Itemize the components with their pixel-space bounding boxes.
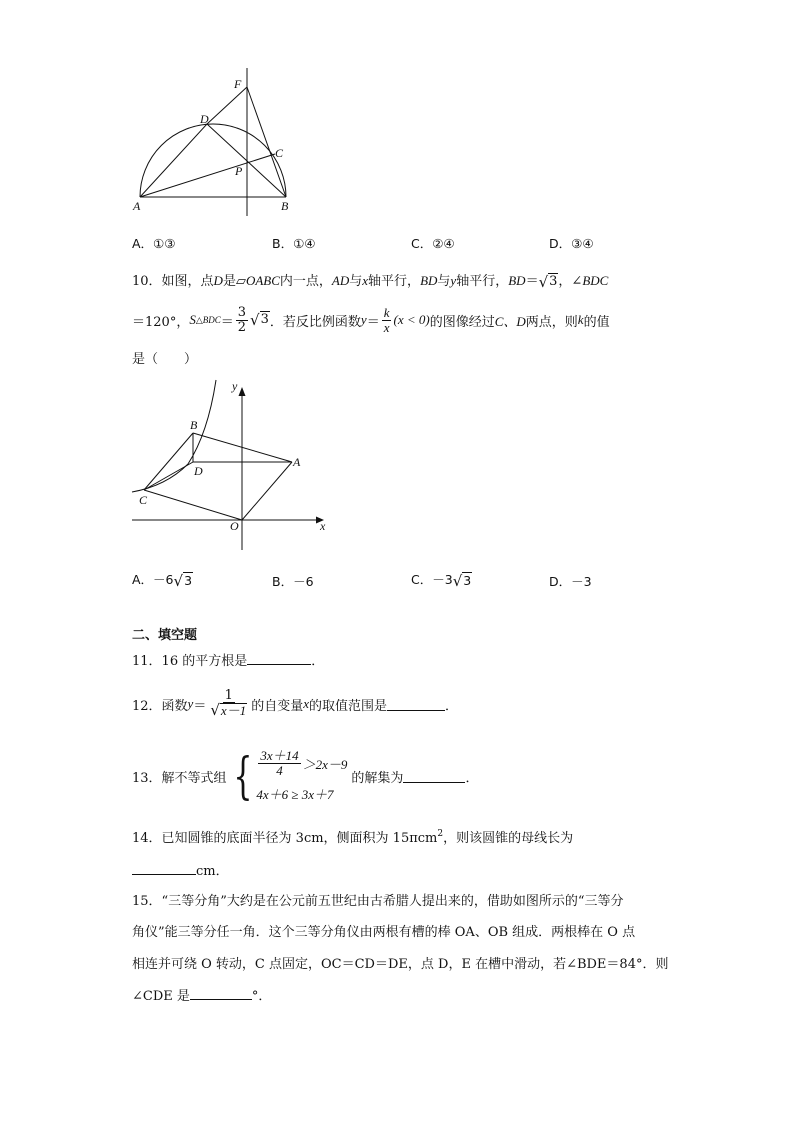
- q15-line3: 相连并可绕 O 转动，C 点固定，OC＝CD＝DE，点 D，E 在槽中滑动，若∠BDE＝84°．则: [132, 957, 669, 972]
- q11: 11．16 的平方根是 ．: [132, 654, 325, 669]
- label-x: x: [320, 519, 326, 533]
- answer-blank[interactable]: [403, 770, 465, 783]
- figure-q10: [128, 378, 338, 553]
- q10-option-c[interactable]: C．－3 √ 3: [411, 571, 472, 590]
- segment-FB: [247, 87, 286, 197]
- figure-q9: [128, 66, 298, 216]
- segment-AO: [242, 462, 292, 520]
- q9-option-c[interactable]: C．②④: [411, 236, 455, 251]
- answer-blank[interactable]: [387, 698, 445, 711]
- label-D: D: [194, 464, 203, 478]
- segment-CB: [144, 433, 193, 490]
- answer-blank[interactable]: [247, 652, 311, 665]
- segment-CD: [144, 462, 193, 490]
- q10-option-b[interactable]: B．－6: [272, 574, 314, 589]
- q15-line1: 15．“三等分角”大约是在公元前五世纪由古希腊人提出来的，借助如图所示的“三等分: [132, 894, 624, 909]
- label-O: O: [230, 519, 239, 533]
- q9-option-a[interactable]: A．①③: [132, 236, 176, 251]
- q10-option-a[interactable]: A．－6 √ 3: [132, 571, 193, 590]
- q14-line1: 14．已知圆锥的底面半径为 3cm，侧面积为 15πcm$^2$，则该圆锥的母线长为: [132, 829, 574, 846]
- q10-line1: 10．如图，点D是▱OABC内一点，AD与x轴平行，BD与y轴平行，BD＝ √ 3 ，∠BDC: [132, 272, 609, 291]
- q14-line2: cm．: [132, 860, 229, 879]
- q12: 12．函数 y ＝ 1 √ x－1 的自变量 x 的取值范围是 ．: [132, 687, 459, 720]
- label-B: B: [281, 199, 289, 213]
- section-title: 二、填空题: [132, 628, 198, 643]
- label-C: C: [139, 493, 148, 507]
- q15-line2: 角仪”能三等分任一角．这个三等分角仪由两根有槽的棒 OA、OB 组成．两根棒在 O 点: [132, 925, 636, 940]
- q9-option-d[interactable]: D．③④: [549, 236, 594, 251]
- label-y: y: [232, 379, 238, 393]
- q10-option-d[interactable]: D．－3: [549, 574, 592, 589]
- q13: 13．解不等式组 { $\frac{3x+14}{4}$ ＞2x－9 4x＋6 ≥ 3x＋7 的解集为 ．: [132, 747, 479, 805]
- q9-option-b[interactable]: B．①④: [272, 236, 316, 251]
- q15-line4: ∠CDE 是 °．: [132, 989, 272, 1004]
- label-D: D: [200, 112, 209, 126]
- answer-blank[interactable]: [132, 862, 196, 875]
- q10-line2: ＝120°， S △BDC ＝ $\frac{3}{2}$ √ 3 ．若反比例函数 y ＝ $\frac{k}{x}$ (x < 0) 的图像经过 C、D 两点，则 k 的值: [132, 304, 610, 335]
- label-C: C: [275, 146, 284, 160]
- answer-blank[interactable]: [190, 987, 252, 1000]
- label-B: B: [190, 418, 198, 432]
- q10-line3: 是（ ）: [132, 352, 198, 367]
- segment-OC: [144, 490, 242, 520]
- label-A: A: [133, 199, 141, 213]
- label-F: F: [234, 77, 242, 91]
- y-axis-arrow: [239, 387, 246, 396]
- label-P: P: [235, 164, 243, 178]
- segment-DF: [207, 87, 247, 124]
- label-A: A: [293, 455, 301, 469]
